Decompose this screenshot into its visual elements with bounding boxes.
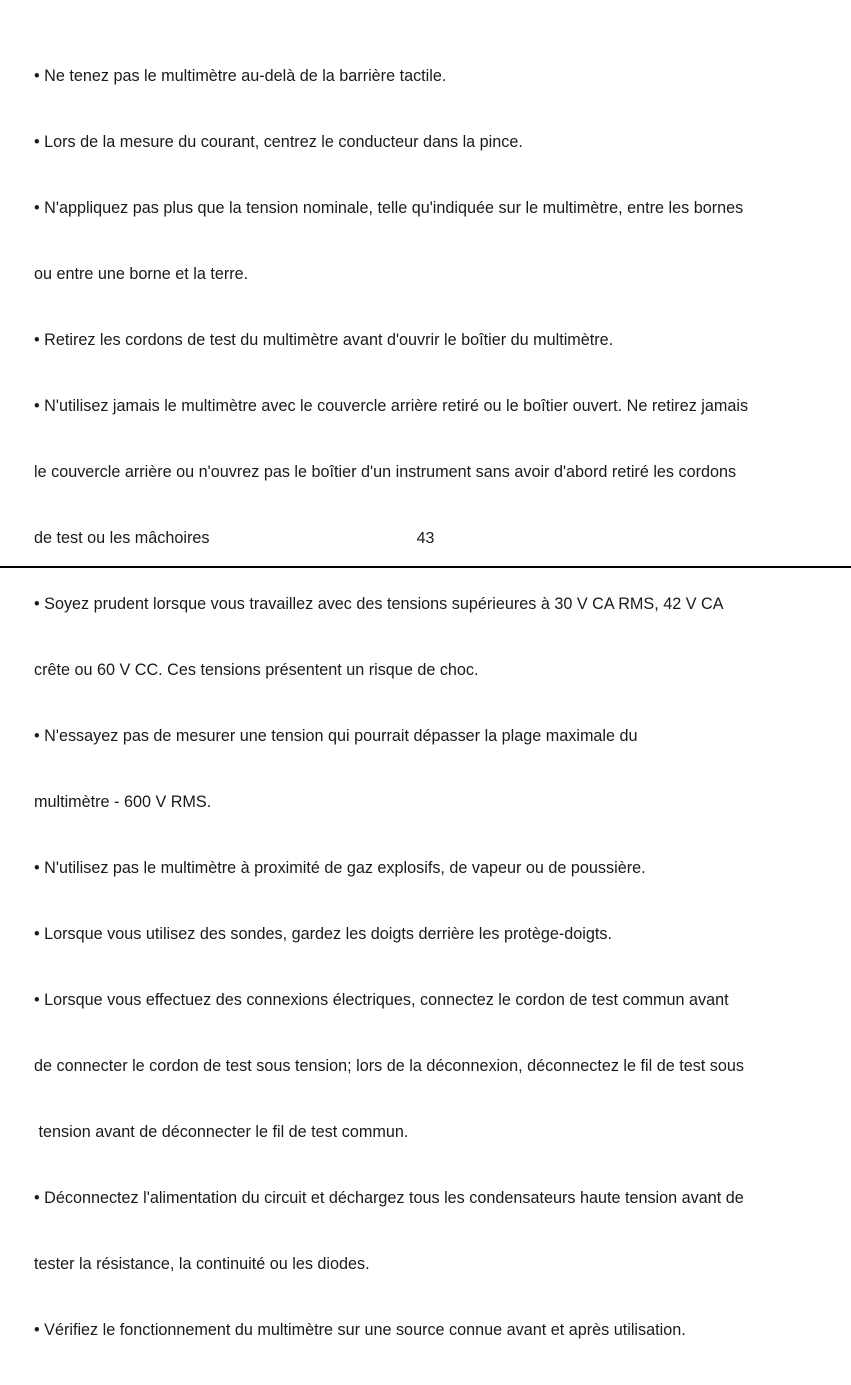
text-line: ou entre une borne et la terre. [34,265,249,283]
text-line: • N'utilisez jamais le multimètre avec le couvercle arrière retiré ou le boîtier ouvert. Ne retirez jamais [34,397,749,415]
text-line: • N'essayez pas de mesurer une tension qui pourrait dépasser la plage maximale du [34,727,638,745]
page-number: 43 [416,530,435,547]
text-line: crête ou 60 V CC. Ces tensions présentent un risque de choc. [34,661,479,679]
text-line: • Ne tenez pas le multimètre au-delà de la barrière tactile. [34,67,447,85]
text-line: • Lorsque vous effectuez des connexions électriques, connectez le cordon de test commun avant [34,991,729,1009]
text-line: • Lorsque vous utilisez des sondes, gardez les doigts derrière les protège-doigts. [34,925,612,943]
text-line: de connecter le cordon de test sous tension; lors de la déconnexion, déconnectez le fil de test sous [34,1057,744,1075]
bottom-divider [0,566,851,568]
text-line: • Lors de la mesure du courant, centrez le conducteur dans la pince. [34,133,523,151]
text-line: • N'appliquez pas plus que la tension nominale, telle qu'indiquée sur le multimètre, entre les bornes [34,199,744,217]
text-line: tension avant de déconnecter le fil de test commun. [34,1123,409,1141]
text-line: • Déconnectez l'alimentation du circuit et déchargez tous les condensateurs haute tension avant de [34,1189,744,1207]
text-line: multimètre - 600 V RMS. [34,793,212,811]
text-line: • N'utilisez pas le multimètre à proximité de gaz explosifs, de vapeur ou de poussière. [34,859,646,877]
text-line: le couvercle arrière ou n'ouvrez pas le boîtier d'un instrument sans avoir d'abord retiré les cordons [34,463,737,481]
text-line: tester la résistance, la continuité ou les diodes. [34,1255,370,1273]
text-line: de test ou les mâchoires [34,529,210,547]
text-line: • Vérifiez le fonctionnement du multimètre sur une source connue avant et après utilisation. [34,1321,686,1339]
text-line: • Retirez les cordons de test du multimètre avant d'ouvrir le boîtier du multimètre. [34,331,614,349]
safety-instructions-text [34,21,824,1385]
text-line: • Soyez prudent lorsque vous travaillez avec des tensions supérieures à 30 V CA RMS, 42 V CA [34,595,724,613]
